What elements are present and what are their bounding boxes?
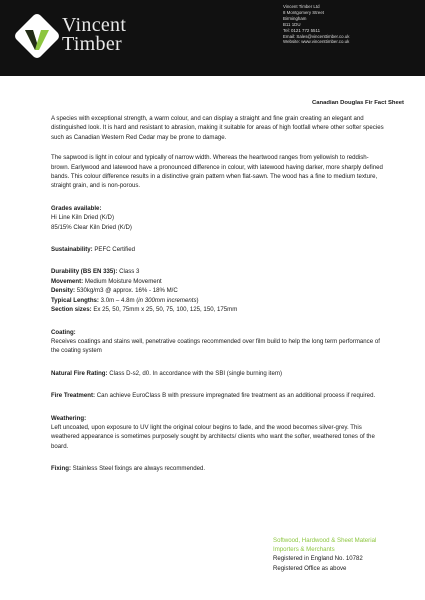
lengths-end: ) xyxy=(196,296,199,304)
contact-phone: Tel: 0121 772 5511 xyxy=(283,27,321,33)
fixing-value: Stainless Steel fixings are always recommended. xyxy=(70,465,206,473)
coating-heading: Coating: xyxy=(51,328,76,336)
durability-value: Class 3 xyxy=(117,268,140,276)
footer-registration: Registered in England No. 10782 xyxy=(273,555,363,563)
brand-name-line1: Vincent xyxy=(62,14,127,36)
footer-registered-office: Registered Office as above xyxy=(273,564,347,572)
vincent-timber-v-mark-icon xyxy=(14,13,60,59)
sapwood-paragraph: The sapwood is light in colour and typically of narrow width. Whereas the heartwood ranges from yellowish to reddish-brown. Earlywood and latewood have a pronounced difference in colour, with latewood having darker, more sharply defined bands. This colour difference results in a distinctive grain pattern when flat-sawn. The wood has a fine to medium texture, straight grain, and is non-porous. xyxy=(51,154,383,190)
document-body xyxy=(51,114,386,474)
grade-item: 85/15% Clear Kiln Dried (K/D) xyxy=(51,223,132,231)
fire-rating-line xyxy=(51,369,386,378)
page-footer xyxy=(273,536,423,573)
fire-rating-label: Natural Fire Rating: xyxy=(51,369,108,377)
fixing-label: Fixing: xyxy=(51,465,71,473)
movement-value: Medium Moisture Movement xyxy=(83,277,162,285)
lengths-line xyxy=(51,296,386,305)
coating-text: Receives coatings and stains well, penetrative coatings recommended over film build to help the long term performance of the coating system xyxy=(51,337,380,355)
weathering-text: Left uncoated, upon exposure to UV light the original colour begins to fade, and the wood becomes silver-grey. This weathered appearance is sometimes purposely sought by architects/ clients who want the softer, weathered tones of the board. xyxy=(51,423,375,450)
brand-name-line2: Timber xyxy=(62,33,122,55)
footer-tagline-1: Softwood, Hardwood & Sheet Material xyxy=(273,537,377,544)
contact-website[interactable]: Website: www.vincenttimber.co.uk xyxy=(283,39,350,45)
movement-label: Movement: xyxy=(51,277,84,285)
fire-treatment-line xyxy=(51,391,386,400)
footer-tagline-2: Importers & Merchants xyxy=(273,546,335,554)
lengths-value: 3.0m – 4.8m ( xyxy=(98,296,139,304)
address-postcode: B11 1DU xyxy=(283,21,301,27)
weathering-heading: Weathering: xyxy=(51,414,87,422)
fire-treatment-label: Fire Treatment: xyxy=(51,392,96,400)
durability-label: Durability (BS EN 335): xyxy=(51,268,118,276)
lengths-note: in 300mm increments xyxy=(138,296,197,304)
contact-email[interactable]: Email: Sales@vincenttimber.co.uk xyxy=(283,33,350,39)
page-header xyxy=(0,0,425,76)
sustainability-value: PEFC Certified xyxy=(92,246,135,254)
density-label: Density: xyxy=(51,287,76,295)
sections-line xyxy=(51,305,386,314)
address-city: Birmingham xyxy=(283,15,307,21)
fire-rating-value: Class D-s2, d0. In accordance with the SBI (single burning item) xyxy=(107,369,282,377)
lengths-label: Typical Lengths: xyxy=(51,296,99,304)
grade-item: Hi Line Kiln Dried (K/D) xyxy=(51,214,114,222)
intro-paragraph: A species with exceptional strength, a warm colour, and can display a straight and fine grain creating an elegant and distinguished look. It is hard and resistant to abrasion, making it suitable for areas of high footfall where other softer species such as Canadian Western Red Cedar may be prone to damage. xyxy=(51,115,384,141)
address-street: 8 Montgomery Street xyxy=(283,9,324,15)
grades-heading: Grades available: xyxy=(51,204,102,212)
durability-line xyxy=(51,267,386,276)
fixing-line xyxy=(51,464,386,473)
document-title: Canadian Douglas Fir Fact Sheet xyxy=(312,100,404,106)
company-name: Vincent Timber Ltd xyxy=(283,4,320,9)
sections-value: Ex 25, 50, 75mm x 25, 50, 75, 100, 125, 150, 175mm xyxy=(91,306,238,314)
contact-block xyxy=(283,4,423,45)
density-line xyxy=(51,286,386,295)
density-value: 530kg/m3 @ approx. 16% - 18% M/C xyxy=(75,287,178,295)
fire-treatment-value: Can achieve EuroClass B with pressure impregnated fire treatment as an additional process if required. xyxy=(95,392,376,400)
sustainability-label: Sustainability: xyxy=(51,246,93,254)
sections-label: Section sizes: xyxy=(51,306,92,314)
movement-line xyxy=(51,277,386,286)
sustainability-line xyxy=(51,245,386,254)
